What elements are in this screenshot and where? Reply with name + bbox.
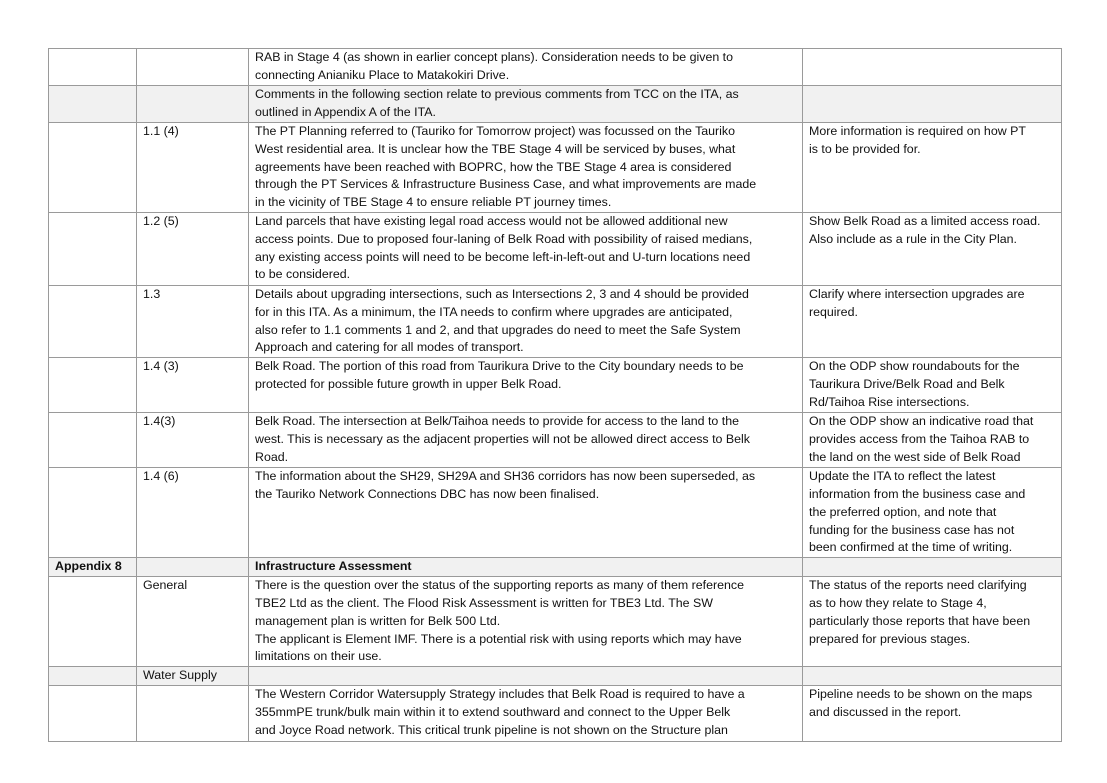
comment-cell (249, 213, 803, 286)
cell-line: Show Belk Road as a limited access road. (809, 214, 1041, 228)
cell-line: been confirmed at the time of writing. (809, 540, 1013, 555)
comment-cell (249, 86, 803, 123)
cell-line: to be considered. (255, 267, 351, 282)
section-cell (49, 685, 137, 741)
cell-line: the preferred option, and note that (809, 504, 997, 519)
reference-cell: 1.3 (137, 286, 249, 358)
cell-line: information from the business case and (809, 486, 1026, 501)
reference-cell (137, 86, 249, 123)
cell-line: prepared for previous stages. (809, 631, 971, 646)
cell-line: RAB in Stage 4 (as shown in earlier concept plans). Consideration needs to be given to (255, 50, 734, 64)
table-row (49, 468, 1062, 558)
cell-line: Taurikura Drive/Belk Road and Belk (809, 376, 1005, 391)
cell-line: connecting Anianiku Place to Matakokiri Drive. (255, 67, 510, 82)
comment-cell (249, 413, 803, 468)
section-cell (49, 86, 137, 123)
cell-line: protected for possible future growth in upper Belk Road. (255, 376, 562, 391)
cell-line: provides access from the Taihoa RAB to (809, 431, 1030, 446)
table-row (49, 286, 1062, 358)
cell-line: The information about the SH29, SH29A and SH36 corridors has now been superseded, as (255, 469, 756, 484)
cell-line: TBE2 Ltd as the client. The Flood Risk Assessment is written for TBE3 Ltd. The SW (255, 595, 713, 610)
cell-line: required. (809, 304, 858, 319)
cell-line: access points. Due to proposed four-laning of Belk Road with possibility of raised medians, (255, 231, 753, 246)
cell-line: Details about upgrading intersections, such as Intersections 2, 3 and 4 should be provided (255, 287, 749, 301)
table-row (49, 413, 1062, 468)
table-row (49, 213, 1062, 286)
action-cell (803, 213, 1062, 286)
cell-line: particularly those reports that have been (809, 613, 1031, 628)
table-row (49, 358, 1062, 413)
action-cell (803, 86, 1062, 123)
cell-line: and Joyce Road network. This critical trunk pipeline is not shown on the Structure plan (255, 722, 728, 737)
action-cell (803, 577, 1062, 667)
comment-cell (249, 685, 803, 741)
section-cell (49, 286, 137, 358)
table-body (49, 49, 1062, 742)
cell-line: the Tauriko Network Connections DBC has now been finalised. (255, 486, 600, 501)
cell-line: also refer to 1.1 comments 1 and 2, and that upgrades do need to meet the Safe System (255, 322, 741, 337)
section-cell (49, 213, 137, 286)
reference-cell: General (137, 577, 249, 667)
table-row (49, 49, 1062, 86)
cell-line: through the PT Services & Infrastructure Business Case, and what improvements are made (255, 177, 757, 192)
section-cell (49, 667, 137, 686)
cell-line: as to how they relate to Stage 4, (809, 595, 987, 610)
cell-line: is to be provided for. (809, 141, 921, 156)
action-cell (803, 685, 1062, 741)
reference-cell (137, 558, 249, 577)
cell-line: On the ODP show an indicative road that (809, 414, 1034, 429)
cell-line: The applicant is Element IMF. There is a potential risk with using reports which may have (255, 631, 742, 646)
action-cell (803, 358, 1062, 413)
comment-cell (249, 667, 803, 686)
reference-cell: 1.4 (3) (137, 358, 249, 413)
section-cell (49, 577, 137, 667)
cell-line: Belk Road. The intersection at Belk/Taihoa needs to provide for access to the land to the (255, 414, 739, 429)
comment-cell (249, 558, 803, 577)
cell-line: Approach and catering for all modes of transport. (255, 340, 524, 355)
cell-line: The status of the reports need clarifying (809, 578, 1027, 593)
cell-line: Pipeline needs to be shown on the maps (809, 686, 1033, 701)
section-cell: Appendix 8 (49, 558, 137, 577)
cell-line: Update the ITA to reflect the latest (809, 469, 996, 484)
cell-line: and discussed in the report. (809, 704, 962, 719)
table-row (49, 685, 1062, 741)
cell-line: any existing access points will need to be become left-in-left-out and U-turn locations need (255, 249, 751, 264)
cell-line: outlined in Appendix A of the ITA. (255, 104, 436, 119)
reference-cell: 1.4 (6) (137, 468, 249, 558)
cell-line: Also include as a rule in the City Plan. (809, 231, 1017, 246)
action-cell (803, 123, 1062, 213)
cell-line: There is the question over the status of the supporting reports as many of them reference (255, 578, 745, 593)
cell-line: Comments in the following section relate to previous comments from TCC on the ITA, as (255, 87, 739, 101)
cell-line: the land on the west side of Belk Road (809, 449, 1021, 464)
section-cell (49, 49, 137, 86)
cell-line: Belk Road. The portion of this road from Taurikura Drive to the City boundary needs to be (255, 359, 744, 374)
reference-cell (137, 49, 249, 86)
action-cell (803, 286, 1062, 358)
action-cell (803, 49, 1062, 86)
comment-cell (249, 468, 803, 558)
cell-line: Rd/Taihoa Rise intersections. (809, 394, 970, 409)
review-comments-table (48, 48, 1062, 742)
action-cell (803, 558, 1062, 577)
comment-cell (249, 123, 803, 213)
table-row (49, 123, 1062, 213)
reference-cell: 1.4(3) (137, 413, 249, 468)
reference-cell: 1.1 (4) (137, 123, 249, 213)
action-cell (803, 413, 1062, 468)
cell-line: The PT Planning referred to (Tauriko for Tomorrow project) was focussed on the Tauriko (255, 124, 736, 138)
reference-cell (137, 685, 249, 741)
action-cell (803, 468, 1062, 558)
cell-line: management plan is written for Belk 500 Ltd. (255, 613, 501, 628)
cell-line: The Western Corridor Watersupply Strategy includes that Belk Road is required to have a (255, 686, 745, 701)
cell-line: On the ODP show roundabouts for the (809, 359, 1020, 374)
cell-line: for in this ITA. As a minimum, the ITA needs to confirm where upgrades are anticipated, (255, 304, 733, 319)
comment-cell (249, 49, 803, 86)
section-cell (49, 358, 137, 413)
table-row (49, 667, 1062, 686)
reference-cell: Water Supply (137, 667, 249, 686)
cell-line: Clarify where intersection upgrades are (809, 287, 1025, 301)
cell-line: funding for the business case has not (809, 522, 1015, 537)
section-cell (49, 123, 137, 213)
cell-line: agreements have been reached with BOPRC, how the TBE Stage 4 area is considered (255, 159, 732, 174)
comment-cell (249, 577, 803, 667)
comment-cell (249, 286, 803, 358)
cell-line: Road. (255, 449, 289, 464)
cell-line: Infrastructure Assessment (255, 559, 412, 574)
action-cell (803, 667, 1062, 686)
cell-line: More information is required on how PT (809, 124, 1026, 138)
comment-cell (249, 358, 803, 413)
cell-line: west. This is necessary as the adjacent properties will not be allowed direct access to Belk (255, 431, 750, 446)
cell-line: in the vicinity of TBE Stage 4 to ensure reliable PT journey times. (255, 195, 612, 210)
cell-line: Land parcels that have existing legal road access would not be allowed additional new (255, 214, 728, 228)
section-cell (49, 413, 137, 468)
table-row (49, 577, 1062, 667)
table-row (49, 558, 1062, 577)
reference-cell: 1.2 (5) (137, 213, 249, 286)
table-row (49, 86, 1062, 123)
cell-line: West residential area. It is unclear how the TBE Stage 4 will be serviced by buses, what (255, 141, 736, 156)
cell-line: 355mmPE trunk/bulk main within it to extend southward and connect to the Upper Belk (255, 704, 731, 719)
cell-line: limitations on their use. (255, 649, 382, 664)
section-cell (49, 468, 137, 558)
